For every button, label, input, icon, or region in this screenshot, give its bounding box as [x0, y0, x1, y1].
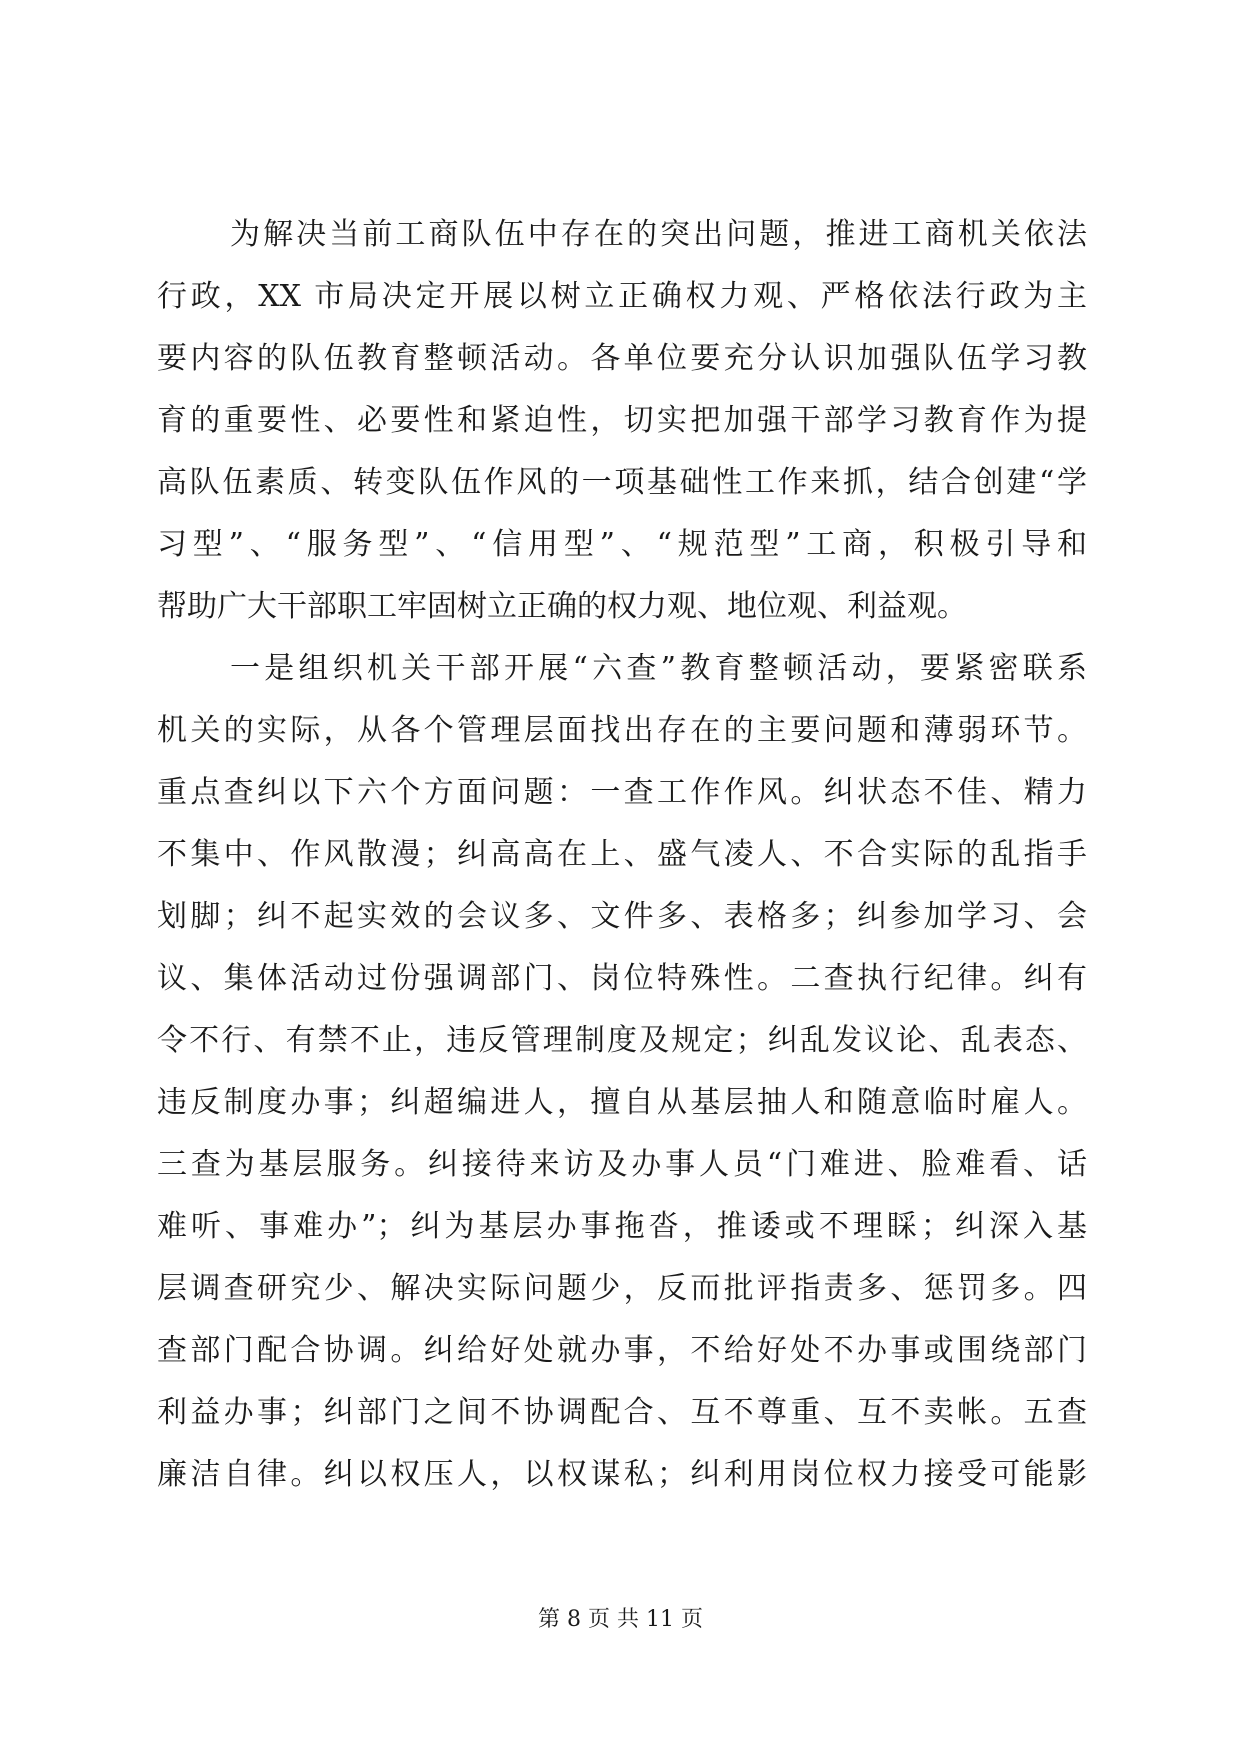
paragraph-2-line-1: 一是组织机关干部开展“六查”教育整顿活动，要紧密联系 — [230, 651, 1087, 686]
paragraph-1-line-1: 为解决当前工商队伍中存在的突出问题，推进工商机关依法 — [230, 217, 1087, 252]
paragraph-2-line-8: 违反制度办事；纠超编进人，擅自从基层抽人和随意临时雇人。 — [157, 1085, 1087, 1120]
paragraph-1-line-3: 要内容的队伍教育整顿活动。各单位要充分认识加强队伍学习教 — [157, 341, 1087, 376]
paragraph-2-line-3: 重点查纠以下六个方面问题：一查工作作风。纠状态不佳、精力 — [157, 775, 1087, 810]
paragraph-2-line-2: 机关的实际，从各个管理层面找出存在的主要问题和薄弱环节。 — [157, 713, 1087, 748]
paragraph-2-line-13: 利益办事；纠部门之间不协调配合、互不尊重、互不卖帐。五查 — [157, 1395, 1087, 1430]
paragraph-2-line-12: 查部门配合协调。纠给好处就办事，不给好处不办事或围绕部门 — [157, 1333, 1087, 1368]
paragraph-2-line-6: 议、集体活动过份强调部门、岗位特殊性。二查执行纪律。纠有 — [157, 961, 1087, 996]
paragraph-2-line-7: 令不行、有禁不止，违反管理制度及规定；纠乱发议论、乱表态、 — [157, 1023, 1087, 1058]
paragraph-2-line-5: 划脚；纠不起实效的会议多、文件多、表格多；纠参加学习、会 — [157, 899, 1087, 934]
paragraph-1-line-7: 帮助广大干部职工牢固树立正确的权力观、地位观、利益观。 — [157, 589, 967, 624]
paragraph-2-line-10: 难听、事难办”；纠为基层办事拖沓，推诿或不理睬；纠深入基 — [157, 1209, 1087, 1244]
paragraph-2-line-14: 廉洁自律。纠以权压人，以权谋私；纠利用岗位权力接受可能影 — [157, 1457, 1087, 1492]
paragraph-2-line-9: 三查为基层服务。纠接待来访及办事人员“门难进、脸难看、话 — [157, 1147, 1087, 1182]
paragraph-1-line-4: 育的重要性、必要性和紧迫性，切实把加强干部学习教育作为提 — [157, 403, 1087, 438]
paragraph-2-line-11: 层调查研究少、解决实际问题少，反而批评指责多、惩罚多。四 — [157, 1271, 1087, 1306]
paragraph-1-line-2: 行政，XX 市局决定开展以树立正确权力观、严格依法行政为主 — [157, 279, 1087, 314]
paragraph-1-line-6: 习型”、“服务型”、“信用型”、“规范型”工商，积极引导和 — [157, 527, 1087, 562]
paragraph-2-line-4: 不集中、作风散漫；纠高高在上、盛气凌人、不合实际的乱指手 — [157, 837, 1087, 872]
paragraph-1-line-5: 高队伍素质、转变队伍作风的一项基础性工作来抓，结合创建“学 — [157, 465, 1087, 500]
page-number-footer: 第 8 页 共 11 页 — [538, 1607, 703, 1632]
